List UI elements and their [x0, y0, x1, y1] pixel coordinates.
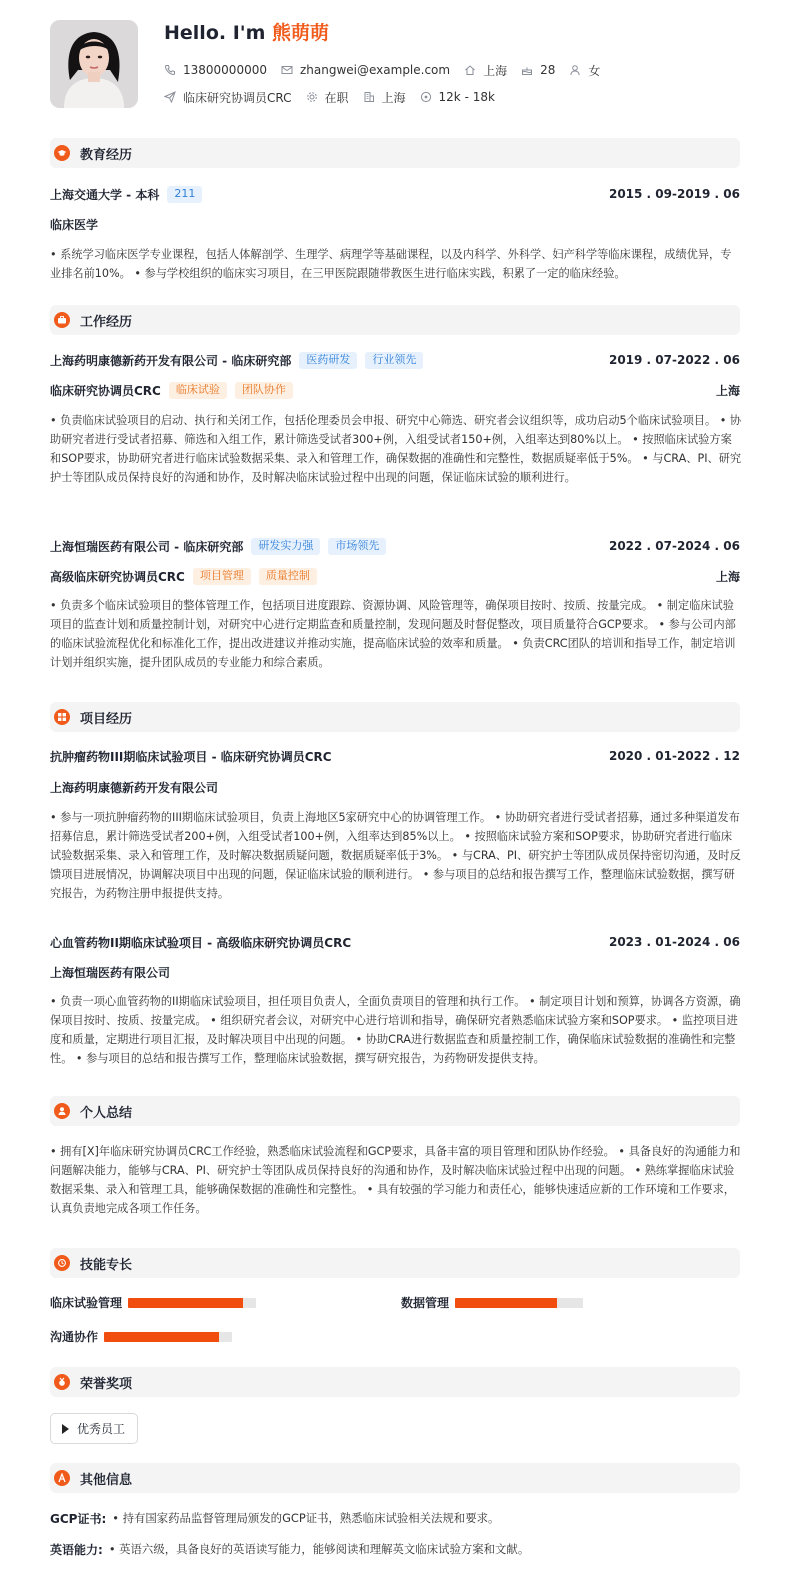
project-2-org: 上海恒瑞医药有限公司: [50, 965, 171, 980]
education-period: 2015 . 09-2019 . 06: [608, 187, 740, 201]
work-1-tag-2: 行业领先: [365, 352, 423, 369]
other-gcp-value: • 持有国家药品监督管理局颁发的GCP证书，熟悉临床试验相关法规和要求。: [112, 1511, 500, 1525]
skill-item-2: [401, 1294, 583, 1311]
work-1-tag-1: 医药研发: [299, 352, 357, 369]
job-target-value: 临床研究协调员CRC: [183, 90, 292, 105]
other-english-key: 英语能力:: [50, 1542, 103, 1557]
play-triangle-icon: [62, 1424, 69, 1434]
award-item[interactable]: [50, 1413, 138, 1444]
briefcase-icon: [54, 312, 70, 328]
education-major: 临床医学: [50, 217, 99, 232]
work-1-skill-tag-1: 临床试验: [169, 382, 227, 399]
greeting-heading: [164, 20, 329, 46]
coin-icon: [420, 91, 432, 103]
work-2-company: 上海恒瑞医药有限公司 - 临床研究部: [50, 539, 244, 554]
project-2-description: • 负责一项心血管药物的II期临床试验项目，担任项目负责人，全面负责项目的管理和执行工作。 • 制定项目计划和预算，协调各方资源，确保项目按时、按质、按量完成。 • 组织研究者会议，对研究中心进行培训和指导，确保研究者熟悉临床试验方案和SOP要求。 • 监控项目进度和质量，定期进行项目汇报，及时解决项目中出现的问题。 • 协助CRA进行数据监查和质量控制工作，确保临床试验数据的准确性和完整性。 • 参与项目的总结和报告撰写工作，整理临床试验数据，撰写研究报告，为药物研发提供支持。: [50, 995, 741, 1065]
work-city-item: [363, 89, 406, 106]
project-2-period: 2023 . 01-2024 . 06: [608, 935, 740, 949]
section-awards-header: [50, 1367, 740, 1397]
work-1-description: • 负责临床试验项目的启动、执行和关闭工作，包括伦理委员会申报、研究中心筛选、研究者会议组织等，成功启动5个临床试验项目。 • 协助研究者进行受试者招募、筛选和入组工作，累计筛选受试者300+例，入组受试者150+例，入组率达到80%以上。 • 按照临床试验方案和SOP要求，协助研究者进行临床试验数据采集、录入和管理工作，确保数据的准确性和完整性，数据质疑率低于5%。 • 与CRA、PI、研究护士等团队成员保持良好的沟通和协作，及时解决临床试验过程中出现的问题，保证临床试验的顺利进行。: [50, 414, 742, 484]
section-other-title: 其他信息: [80, 1472, 133, 1488]
gender-value: 女: [588, 63, 601, 78]
graduation-cap-icon: [54, 145, 70, 161]
skill-1-bar: [128, 1298, 256, 1308]
status-value: 在职: [324, 90, 349, 105]
work-2-description: • 负责多个临床试验项目的整体管理工作，包括项目进度跟踪、资源协调、风险管理等，确保项目按时、按质、按量完成。 • 制定临床试验项目的监查计划和质量控制计划，对研究中心进行定期监查和质量控制，发现问题及时督促整改，项目质量符合GCP要求。 • 参与公司内部的临床试验流程优化和标准化工作，提出改进建议并推动实施，提高临床试验的效率和质量。 • 负责CRC团队的培训和指导工作，制定培训计划并组织实施，提升团队成员的专业能力和综合素质。: [50, 599, 736, 669]
work-1-city: 上海: [715, 383, 740, 398]
section-work-title: 工作经历: [80, 314, 133, 330]
project-2-header: [50, 932, 740, 952]
skill-3-bar: [104, 1332, 232, 1342]
work-1-company: 上海药明康德新药开发有限公司 - 临床研究部: [50, 353, 292, 368]
greeting-text: Hello. I'm: [164, 22, 272, 44]
work-1-skill-tag-2: 团队协作: [235, 382, 293, 399]
education-major-row: [50, 214, 740, 234]
building-icon: [363, 91, 375, 103]
work-2-tag-1: 研发实力强: [251, 538, 320, 555]
skill-2-bar: [455, 1298, 583, 1308]
section-awards-title: 荣誉奖项: [80, 1376, 133, 1392]
section-projects-title: 项目经历: [80, 711, 133, 727]
project-1-period: 2020 . 01-2022 . 12: [608, 749, 740, 763]
project-1-description: • 参与一项抗肿瘤药物的III期临床试验项目，负责上海地区5家研究中心的协调管理工作。 • 协助研究者进行受试者招募，通过多种渠道发布招募信息，累计筛选受试者200+例，入组受试者100+例，入组率达到85%以上。 • 按照临床试验方案和SOP要求，协助研究者进行临床试验数据采集、录入和管理工作，及时解决数据质疑问题，数据质疑率低于3%。 • 与CRA、PI、研究护士等团队成员保持密切沟通，及时反馈项目进展情况，协调解决项目中出现的问题，保证临床试验的顺利进行。 • 参与项目的总结和报告撰写工作，整理临床试验数据，撰写研究报告，为药物注册申报提供支持。: [50, 811, 741, 900]
salary-value: 12k - 18k: [438, 90, 495, 104]
section-summary-header: [50, 1096, 740, 1126]
work-2-tag-2: 市场领先: [328, 538, 386, 555]
education-description: • 系统学习临床医学专业课程，包括人体解剖学、生理学、病理学等基础课程，以及内科学、外科学、妇产科学等临床课程，成绩优异，专业排名前10%。 • 参与学校组织的临床实习项目，在三甲医院跟随带教医生进行临床实践，积累了一定的临床经验。: [50, 248, 732, 280]
salary-item: [420, 90, 495, 104]
location-value: 上海: [483, 63, 508, 78]
education-school: 上海交通大学 - 本科: [50, 187, 160, 202]
work-1-position: 临床研究协调员CRC: [50, 383, 161, 398]
medal-icon: [54, 1374, 70, 1390]
work-entry-1-position: [50, 380, 740, 400]
avatar: [50, 20, 138, 108]
email-item: [281, 63, 450, 77]
email-value: zhangwei@example.com: [299, 63, 451, 77]
candidate-name: 熊萌萌: [272, 22, 330, 44]
mail-icon: [281, 64, 293, 76]
project-1-title: 抗肿瘤药物III期临床试验项目 - 临床研究协调员CRC: [50, 749, 332, 764]
work-entry-1-header: [50, 350, 740, 370]
summary-text: • 拥有[X]年临床研究协调员CRC工作经验，熟悉临床试验流程和GCP要求，具备丰富的项目管理和团队协作经验。 • 具备良好的沟通能力和问题解决能力，能够与CRA、PI、研究护士等团队成员保持良好的沟通和协作，及时解决临床试验过程中出现的问题。 • 熟练掌握临床试验数据采集、录入和管理工具，能够确保数据的准确性和完整性。 • 具有较强的学习能力和责任心，能够快速适应新的工作环境和工作要求，认真负责地完成各项工作任务。: [50, 1145, 741, 1215]
send-icon: [164, 91, 176, 103]
award-name: 优秀员工: [77, 1422, 126, 1436]
age-item: [521, 63, 555, 77]
phone-value: 13800000000: [183, 63, 267, 77]
work-entry-2-position: [50, 566, 740, 586]
other-item-gcp: [50, 1508, 499, 1528]
skill-item-3: [50, 1328, 232, 1345]
other-gcp-key: GCP证书:: [50, 1511, 107, 1526]
skill-3-fill: [104, 1332, 219, 1342]
user-icon: [54, 1103, 70, 1119]
job-target-item: [164, 89, 292, 106]
work-1-period: 2019 . 07-2022 . 06: [608, 353, 740, 367]
work-2-city: 上海: [715, 569, 740, 584]
work-2-position: 高级临床研究协调员CRC: [50, 569, 185, 584]
skill-2-name: 数据管理: [401, 1296, 450, 1310]
work-entry-2-header: [50, 536, 740, 556]
phone-icon: [164, 64, 176, 76]
education-entry-header: [50, 184, 740, 204]
project-1-org: 上海药明康德新药开发有限公司: [50, 780, 219, 795]
location-item: [464, 62, 507, 79]
work-2-skill-tag-2: 质量控制: [259, 568, 317, 585]
person-icon: [569, 64, 581, 76]
section-education-header: [50, 138, 740, 168]
section-education-title: 教育经历: [80, 147, 133, 163]
gender-item: [569, 62, 600, 79]
info-letter-icon: [54, 1470, 70, 1486]
work-2-skill-tag-1: 项目管理: [193, 568, 251, 585]
other-english-value: • 英语六级，具备良好的英语读写能力，能够阅读和理解英文临床试验方案和文献。: [108, 1542, 530, 1556]
section-summary-title: 个人总结: [80, 1105, 133, 1121]
education-tag: 211: [167, 186, 202, 203]
section-work-header: [50, 305, 740, 335]
section-skills-header: [50, 1248, 740, 1278]
grid-icon: [54, 709, 70, 725]
section-skills-title: 技能专长: [80, 1257, 133, 1273]
other-item-english: [50, 1539, 529, 1559]
contact-row: [164, 61, 614, 79]
skill-star-icon: [54, 1255, 70, 1271]
project-2-org-row: [50, 962, 740, 982]
skill-2-fill: [455, 1298, 557, 1308]
work-2-period: 2022 . 07-2024 . 06: [608, 539, 740, 553]
job-intent-row: [164, 88, 509, 106]
phone-item: [164, 63, 267, 77]
work-city-value: 上海: [381, 90, 406, 105]
cake-icon: [521, 64, 533, 76]
skill-item-1: [50, 1294, 256, 1311]
project-1-org-row: [50, 777, 740, 797]
section-projects-header: [50, 702, 740, 732]
project-2-title: 心血管药物II期临床试验项目 - 高级临床研究协调员CRC: [50, 935, 352, 950]
section-other-header: [50, 1463, 740, 1493]
home-icon: [464, 64, 476, 76]
status-item: [306, 89, 349, 106]
project-1-header: [50, 746, 740, 766]
gear-icon: [306, 91, 318, 103]
skill-1-name: 临床试验管理: [50, 1296, 123, 1310]
age-value: 28: [540, 63, 556, 77]
skill-1-fill: [128, 1298, 243, 1308]
skill-3-name: 沟通协作: [50, 1330, 99, 1344]
